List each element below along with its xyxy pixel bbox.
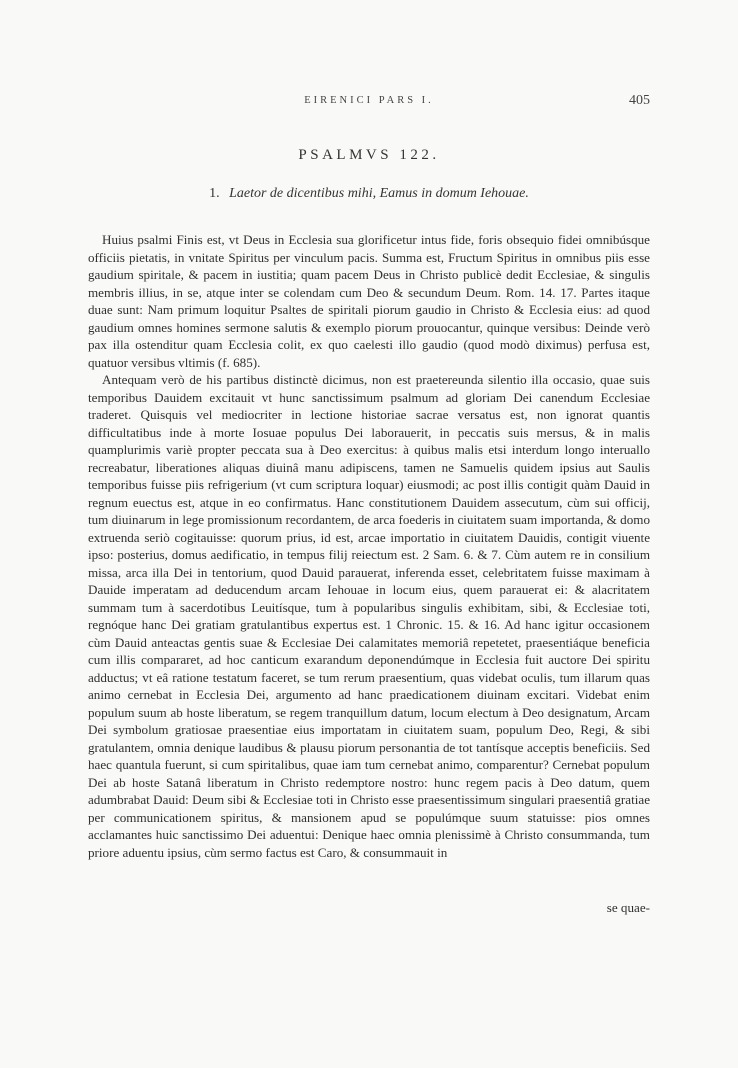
paragraph-1: Huius psalmi Finis est, vt Deus in Ecclesia sua glorificetur intus fide, foris obsequio fidei omnibúsque officiis pietatis, in vnitate Spiritus per vinculum pacis. Summa est, Fructum Spiritus in omnibus piis esse gaudium spiritale, & pacem in iustitia; quam pacem Deus in Christo publicè dedit Ecclesiae, & singulis membris illius, in se, atque inter se colendam cum Deo & secundum Deum. Rom. 14. 17. Partes itaque duae sunt: Nam primum loquitur Psaltes de spiritali piorum gaudio in Christo & Ecclesia eius: ad quod gaudium omnes homines sermone salutis & exemplo piorum prouocantur, quinque versibus: Deinde verò pax illa ostenditur quam Ecclesia colit, ex quo caelesti illo gaudio (quod modò diximus) perfusa est, quatuor versibus vltimis (f. 685). bbox=[88, 232, 650, 370]
page-header bbox=[0, 93, 738, 113]
verse-line bbox=[0, 186, 738, 202]
paragraph-2: Antequam verò de his partibus distinctè dicimus, non est praetereunda silentio illa occasio, quae suis temporibus Dauidem excitauit vt hunc sanctissimum psalmum ad gloriam Dei canendum Ecclesiae traderet. Quisquis vel mediocriter in lectione historiae sacrae versatus est, non ignorat quantis difficultatibus inde à morte Iosuae populus Dei laborauerit, in peccatis suis mersus, & in malis quamplurimis variè propter peccata sua à Deo exercitus: à quibus malis etsi interdum longo interuallo recreabatur, liberationes aliquas diuinâ manu adipiscens, tamen ne Samuelis quidem ipsius aut Saulis temporibus fuisse piis refrigerium (vt cum scriptura loquar) eiusmodi; ac post illis contigit quàm Dauid in regnum euectus est, atque in eo confirmatus. Hanc constitutionem Dauidem assecutum, cùm sui officij, tum diuinarum in lege promissionum recordantem, de arca foederis in ciuitatem suam importanda, & domo extruenda seriò cogitauisse: quorum prius, id est, arcae importatio in ciuitatem Dauidis, contigit viuente ipso: posterius, domus aedificatio, in tempus filij reiectum est. 2 Sam. 6. & 7. Cùm autem re in consilium missa, arca illa Dei in tentorium, quod Dauid parauerat, inferenda esset, celebritatem fuisse maximam à Dauide imperatam ad deducendum arcam Iehouae in locum eius, quem parauerat ei: & alacritatem summam tum à sacerdotibus Leuitísque, tum à popularibus singulis exhibitam, sibi, & Ecclesiae toti, regnóque hanc Dei gratiam gratulantibus expertus est. 1 Chronic. 15. & 16. Ad hanc igitur occasionem cùm Dauid anteactas gentis suae & Ecclesiae Dei calamitates memoriâ repetetet, praesentiáque beneficia cum illis compararet, ad hoc canticum exarandum deponendúmque in Ecclesia fuit auctore Dei spiritu adductus; vt eâ ratione testatum faceret, se tum rerum praesentium, quas videbat oculis, tum illarum quas animo cernebat in Ecclesia Dei, argumento ad hanc praedicationem diuinam excitari. Videbat enim populum suum ab hoste liberatum, se regem tranquillum datum, locum electum à Deo designatum, Arcam Dei symbolum gratiosae praesentiae eius importatam in ciuitatem suam, populum Deo, Regi, & sibi gratulantem, omnia denique laudibus & plausu piorum personantia de tot tantísque acceptis beneficiis. Sed haec quantula fuerunt, si cum spiritalibus, quae iam tum cernebat animo, comparentur? Cernebat populum Dei ab hoste Satanâ liberatum in Christo redemptore nostro: hunc regem pacis à Deo datum, quem adumbrabat Dauid: Deum sibi & Ecclesiae toti in Christo esse praesentissimum singulari praesentiâ gratiae per communicationem spiritus, & mansionem apud se populúmque suum statuisse: pios omnes acclamantes huic sanctissimo Dei aduentui: Denique haec omnia plenissimè à Christo consummanda, tum priore aduentu ipsius, cùm sermo factus est Caro, & consummauit in bbox=[88, 372, 650, 860]
catchword: se quae- bbox=[606, 900, 650, 915]
commentary-body bbox=[88, 231, 650, 861]
verse-number: 1. bbox=[209, 186, 220, 201]
psalm-title: PSALMVS 122. bbox=[298, 147, 440, 163]
running-title: EIRENICI PARS I. bbox=[304, 95, 434, 106]
verse-text: Laetor de dicentibus mihi, Eamus in domum Iehouae. bbox=[229, 186, 529, 201]
page-number: 405 bbox=[629, 93, 650, 108]
